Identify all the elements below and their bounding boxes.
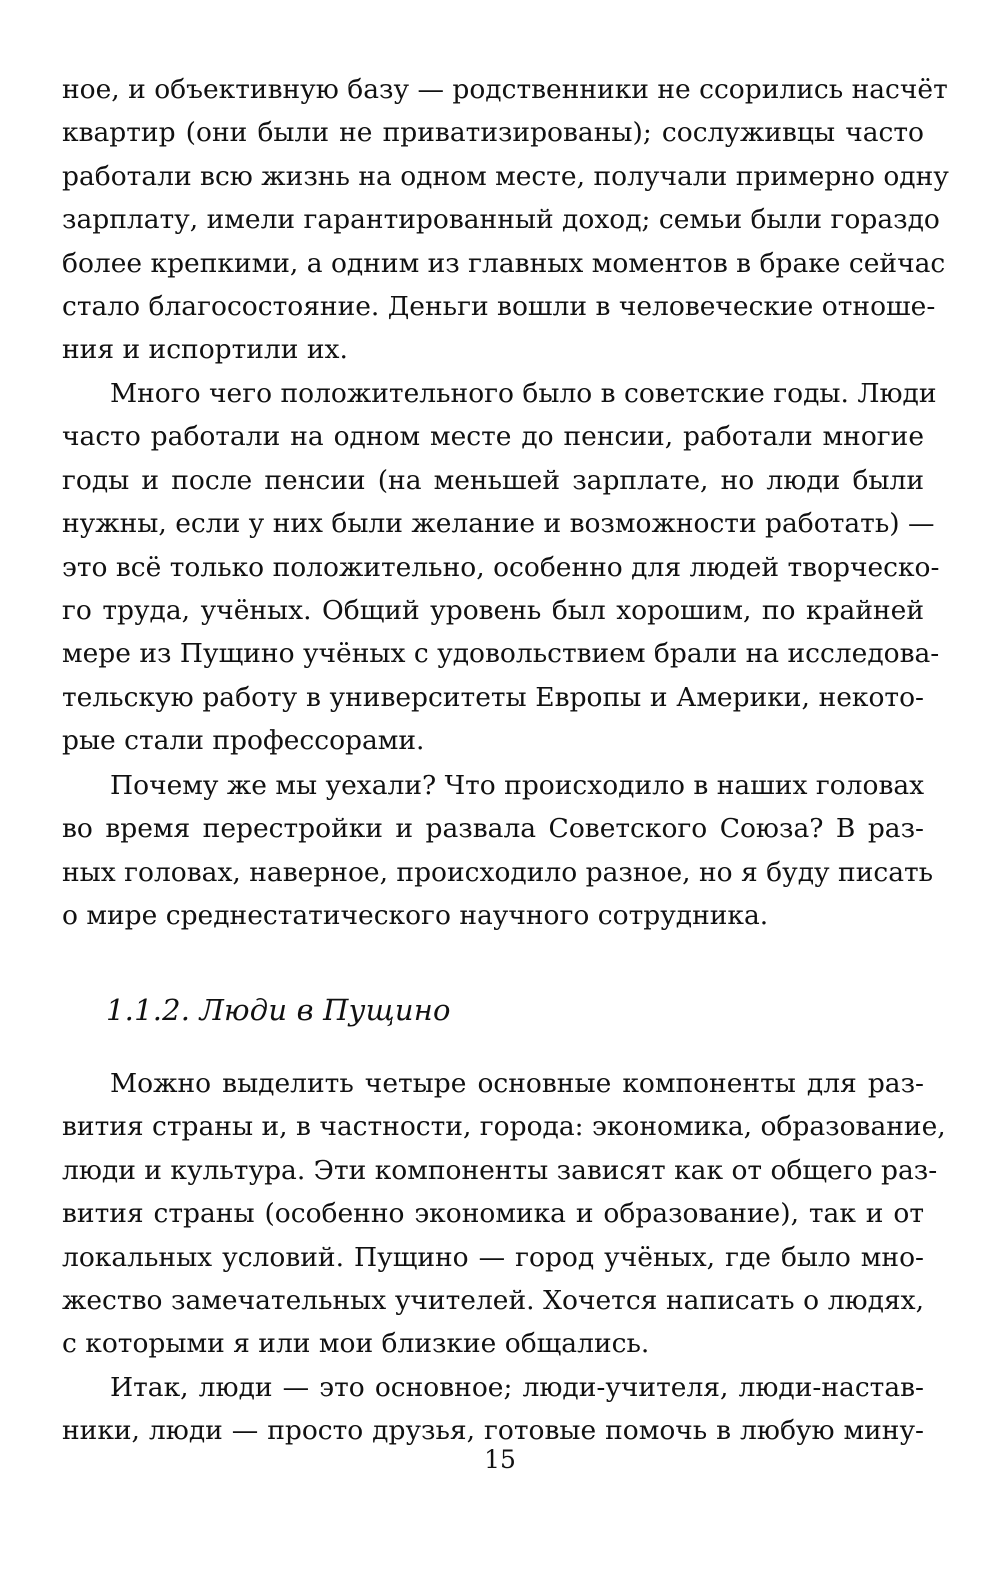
paragraph-continuation <box>62 68 949 372</box>
text-line: квартир (они были не приватизированы); сослуживцы часто <box>62 117 924 149</box>
text-line: вития страны (особенно экономика и образование), так и от <box>62 1198 924 1230</box>
paragraph-components <box>62 1062 946 1366</box>
text-line: более крепкими, а одним из главных моментов в браке сейчас <box>62 247 946 279</box>
text-line: локальных условий. Пущино — город учёных, где было мно- <box>62 1241 924 1273</box>
text-line: работали всю жизнь на одном месте, получали примерно одну <box>62 160 949 192</box>
text-line: стало благосостояние. Деньги вошли в человеческие отноше- <box>62 290 936 322</box>
text-line: мере из Пущино учёных с удовольствием брали на исследова- <box>62 638 940 670</box>
text-line: о мире среднестатического научного сотрудника. <box>62 900 769 932</box>
text-line: Итак, люди — это основное; люди-учителя, люди-настав- <box>110 1372 924 1403</box>
text-line: тельскую работу в университеты Европы и Америки, некото- <box>62 681 924 713</box>
text-line: ники, люди — просто друзья, готовые помочь в любую мину- <box>62 1415 924 1447</box>
page-number: 15 <box>484 1445 516 1474</box>
text-line: Почему же мы уехали? Что происходило в наших головах <box>110 770 925 801</box>
text-line: часто работали на одном месте до пенсии, работали многие <box>62 421 924 453</box>
text-line: зарплату, имели гарантированный доход; семьи были гораздо <box>62 204 940 236</box>
text-line: жество замечательных учителей. Хочется написать о людях, <box>62 1284 924 1316</box>
text-line: во время перестройки и развала Советского Союза? В раз- <box>62 813 924 845</box>
text-line: нужны, если у них были желание и возможности работать) — <box>62 508 935 540</box>
text-line: годы и после пенсии (на меньшей зарплате, но люди были <box>62 464 924 496</box>
paragraph-soviet-years <box>62 372 940 763</box>
text-line: го труда, учёных. Общий уровень был хорошим, по крайней <box>62 594 924 626</box>
text-line: рые стали профессорами. <box>62 725 425 757</box>
text-line: ных головах, наверное, происходило разное, но я буду писать <box>62 856 934 888</box>
text-line: ния и испортили их. <box>62 334 348 366</box>
text-line: Много чего положительного было в советские годы. Люди <box>110 378 937 409</box>
text-line: это всё только положительно, особенно для людей творческо- <box>62 551 940 583</box>
text-line: люди и культура. Эти компоненты зависят как от общего раз- <box>62 1154 938 1186</box>
section-heading: 1.1.2. Люди в Пущино <box>106 993 451 1027</box>
text-line: Можно выделить четыре основные компоненты для раз- <box>110 1068 924 1099</box>
text-line: вития страны и, в частности, города: экономика, образование, <box>62 1111 946 1143</box>
paragraph-why-left <box>62 764 934 938</box>
text-line: с которыми я или мои близкие общались. <box>62 1328 650 1360</box>
text-line: ное, и объективную базу — родственники не ссорились насчёт <box>62 74 948 105</box>
